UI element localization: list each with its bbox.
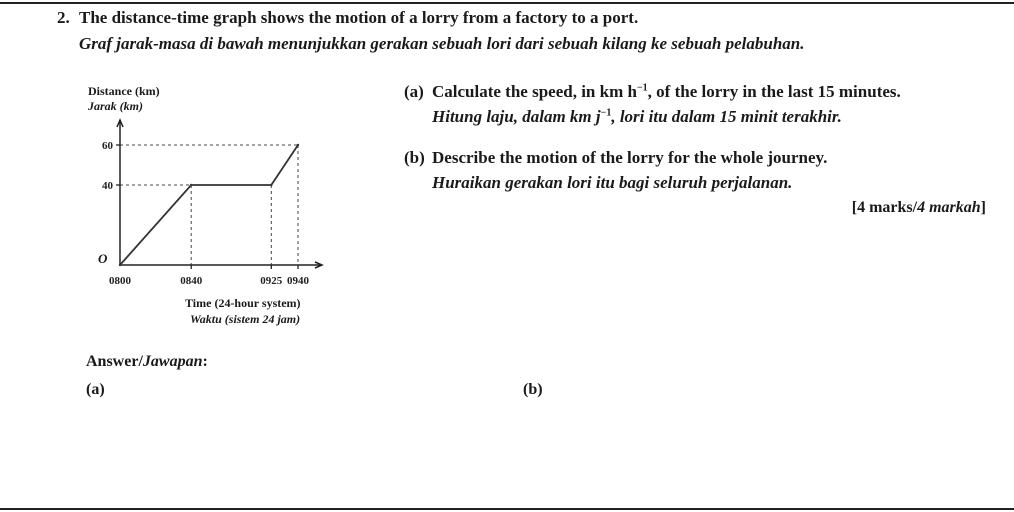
chart-axes xyxy=(116,120,322,269)
answer-label-colon: : xyxy=(202,353,208,370)
answer-part-a: (a) xyxy=(86,381,105,398)
x-tick-label-0800: 0800 xyxy=(109,275,131,287)
part-b-question-english: Describe the motion of the lorry for the whole journey. xyxy=(432,148,828,167)
data-point-0925 xyxy=(270,184,272,186)
part-a-malay-post: , lori itu dalam 15 minit terakhir. xyxy=(611,107,842,126)
part-b-malay-text: Huraikan gerakan lori itu bagi seluruh perjalanan. xyxy=(432,173,793,192)
part-b-label: (b) xyxy=(404,148,425,167)
x-tick-label-0925: 0925 xyxy=(260,275,283,287)
data-point-0800 xyxy=(119,264,121,266)
answer-label-malay: Jawapan xyxy=(142,353,203,370)
marks-malay: 4 markah xyxy=(917,199,981,216)
answer-part-b: (b) xyxy=(523,381,543,398)
y-tick-label-40: 40 xyxy=(102,180,113,192)
marks-label xyxy=(852,199,986,217)
marks-english: [4 marks/ xyxy=(851,199,918,216)
bottom-rule xyxy=(0,508,1014,510)
x-axis-label-malay: Waktu (sistem 24 jam) xyxy=(190,312,301,326)
part-a-label: (a) xyxy=(404,82,424,101)
y-axis-label-english: Distance (km) xyxy=(88,84,160,98)
x-tick-label-0940: 0940 xyxy=(287,275,309,287)
question-text-malay: Graf jarak-masa di bawah menunjukkan gerakan sebuah lori dari sebuah kilang ke sebuah pelabuhan. xyxy=(79,34,805,53)
part-a-question-malay xyxy=(432,107,842,127)
chart-series xyxy=(119,144,299,266)
part-a-english-pre: Calculate the speed, in km h xyxy=(432,82,637,101)
part-a-english-unit-exponent: −1 xyxy=(636,82,648,94)
part-a-malay-pre: Hitung laju, dalam km j xyxy=(432,107,601,126)
question-text-english: The distance-time graph shows the motion of a lorry from a factory to a port. xyxy=(79,8,639,27)
answer-label xyxy=(86,353,208,371)
part-b-question-malay xyxy=(432,173,792,193)
origin-label: O xyxy=(98,251,108,266)
part-a-english-post: , of the lorry in the last 15 minutes. xyxy=(647,82,901,101)
chart-guide-lines xyxy=(120,145,298,265)
x-axis-label-english: Time (24-hour system) xyxy=(185,296,301,310)
part-a-malay-unit-exponent: −1 xyxy=(600,107,612,119)
x-tick-label-0840: 0840 xyxy=(180,275,203,287)
data-point-0940 xyxy=(297,144,299,146)
data-point-0840 xyxy=(190,184,192,186)
y-axis-label-malay: Jarak (km) xyxy=(88,99,143,113)
marks-close-bracket: ] xyxy=(980,199,986,216)
question-number: 2. xyxy=(57,8,70,27)
y-tick-label-60: 60 xyxy=(102,140,113,152)
part-a-question-english xyxy=(432,82,901,102)
answer-label-english: Answer/ xyxy=(86,353,143,370)
